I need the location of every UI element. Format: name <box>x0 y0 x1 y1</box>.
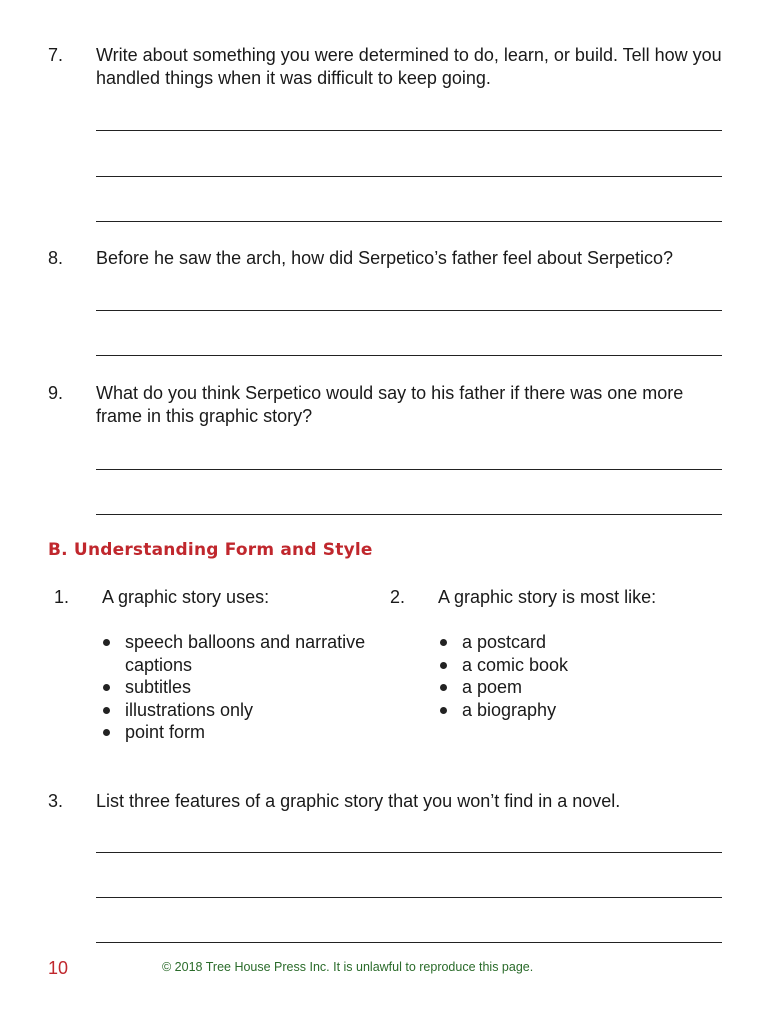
option-point-form[interactable]: point form <box>101 721 391 744</box>
section-b-q1-number: 1. <box>54 587 70 607</box>
section-b-q1-text: A graphic story uses: <box>102 587 270 607</box>
option-postcard[interactable]: a postcard <box>438 631 718 654</box>
section-b-title: B. Understanding Form and Style <box>48 540 373 560</box>
answer-line[interactable] <box>96 852 722 853</box>
section-b-q1-options <box>101 631 391 744</box>
section-b-q2-number: 2. <box>390 587 406 607</box>
section-b-q3-number: 3. <box>48 791 64 811</box>
answer-line[interactable] <box>96 130 722 131</box>
option-comic-book[interactable]: a comic book <box>438 654 718 677</box>
question-9-text: What do you think Serpetico would say to his father if there was one more frame in this graphic story? <box>96 383 684 426</box>
question-9-number: 9. <box>48 383 64 403</box>
answer-line[interactable] <box>96 942 722 943</box>
answer-line[interactable] <box>96 514 722 515</box>
section-b-q3-text: List three features of a graphic story that you won’t find in a novel. <box>96 791 621 811</box>
question-8-text: Before he saw the arch, how did Serpetico’s father feel about Serpetico? <box>96 248 674 268</box>
answer-line[interactable] <box>96 897 722 898</box>
option-speech-balloons[interactable]: speech balloons and narrative captions <box>101 631 391 676</box>
answer-line[interactable] <box>96 176 722 177</box>
question-7-number: 7. <box>48 45 64 65</box>
option-poem[interactable]: a poem <box>438 676 718 699</box>
answer-line[interactable] <box>96 469 722 470</box>
answer-line[interactable] <box>96 310 722 311</box>
option-illustrations-only[interactable]: illustrations only <box>101 699 391 722</box>
option-subtitles[interactable]: subtitles <box>101 676 391 699</box>
section-b-q2-options <box>438 631 718 721</box>
question-8-number: 8. <box>48 248 64 268</box>
page-number: 10 <box>48 958 69 978</box>
section-b-q2-text: A graphic story is most like: <box>438 587 657 607</box>
answer-line[interactable] <box>96 221 722 222</box>
option-biography[interactable]: a biography <box>438 699 718 722</box>
answer-line[interactable] <box>96 355 722 356</box>
copyright-notice: © 2018 Tree House Press Inc. It is unlawful to reproduce this page. <box>162 960 534 974</box>
question-7-text: Write about something you were determined to do, learn, or build. Tell how you handled things when it was difficult to keep going. <box>96 45 722 88</box>
